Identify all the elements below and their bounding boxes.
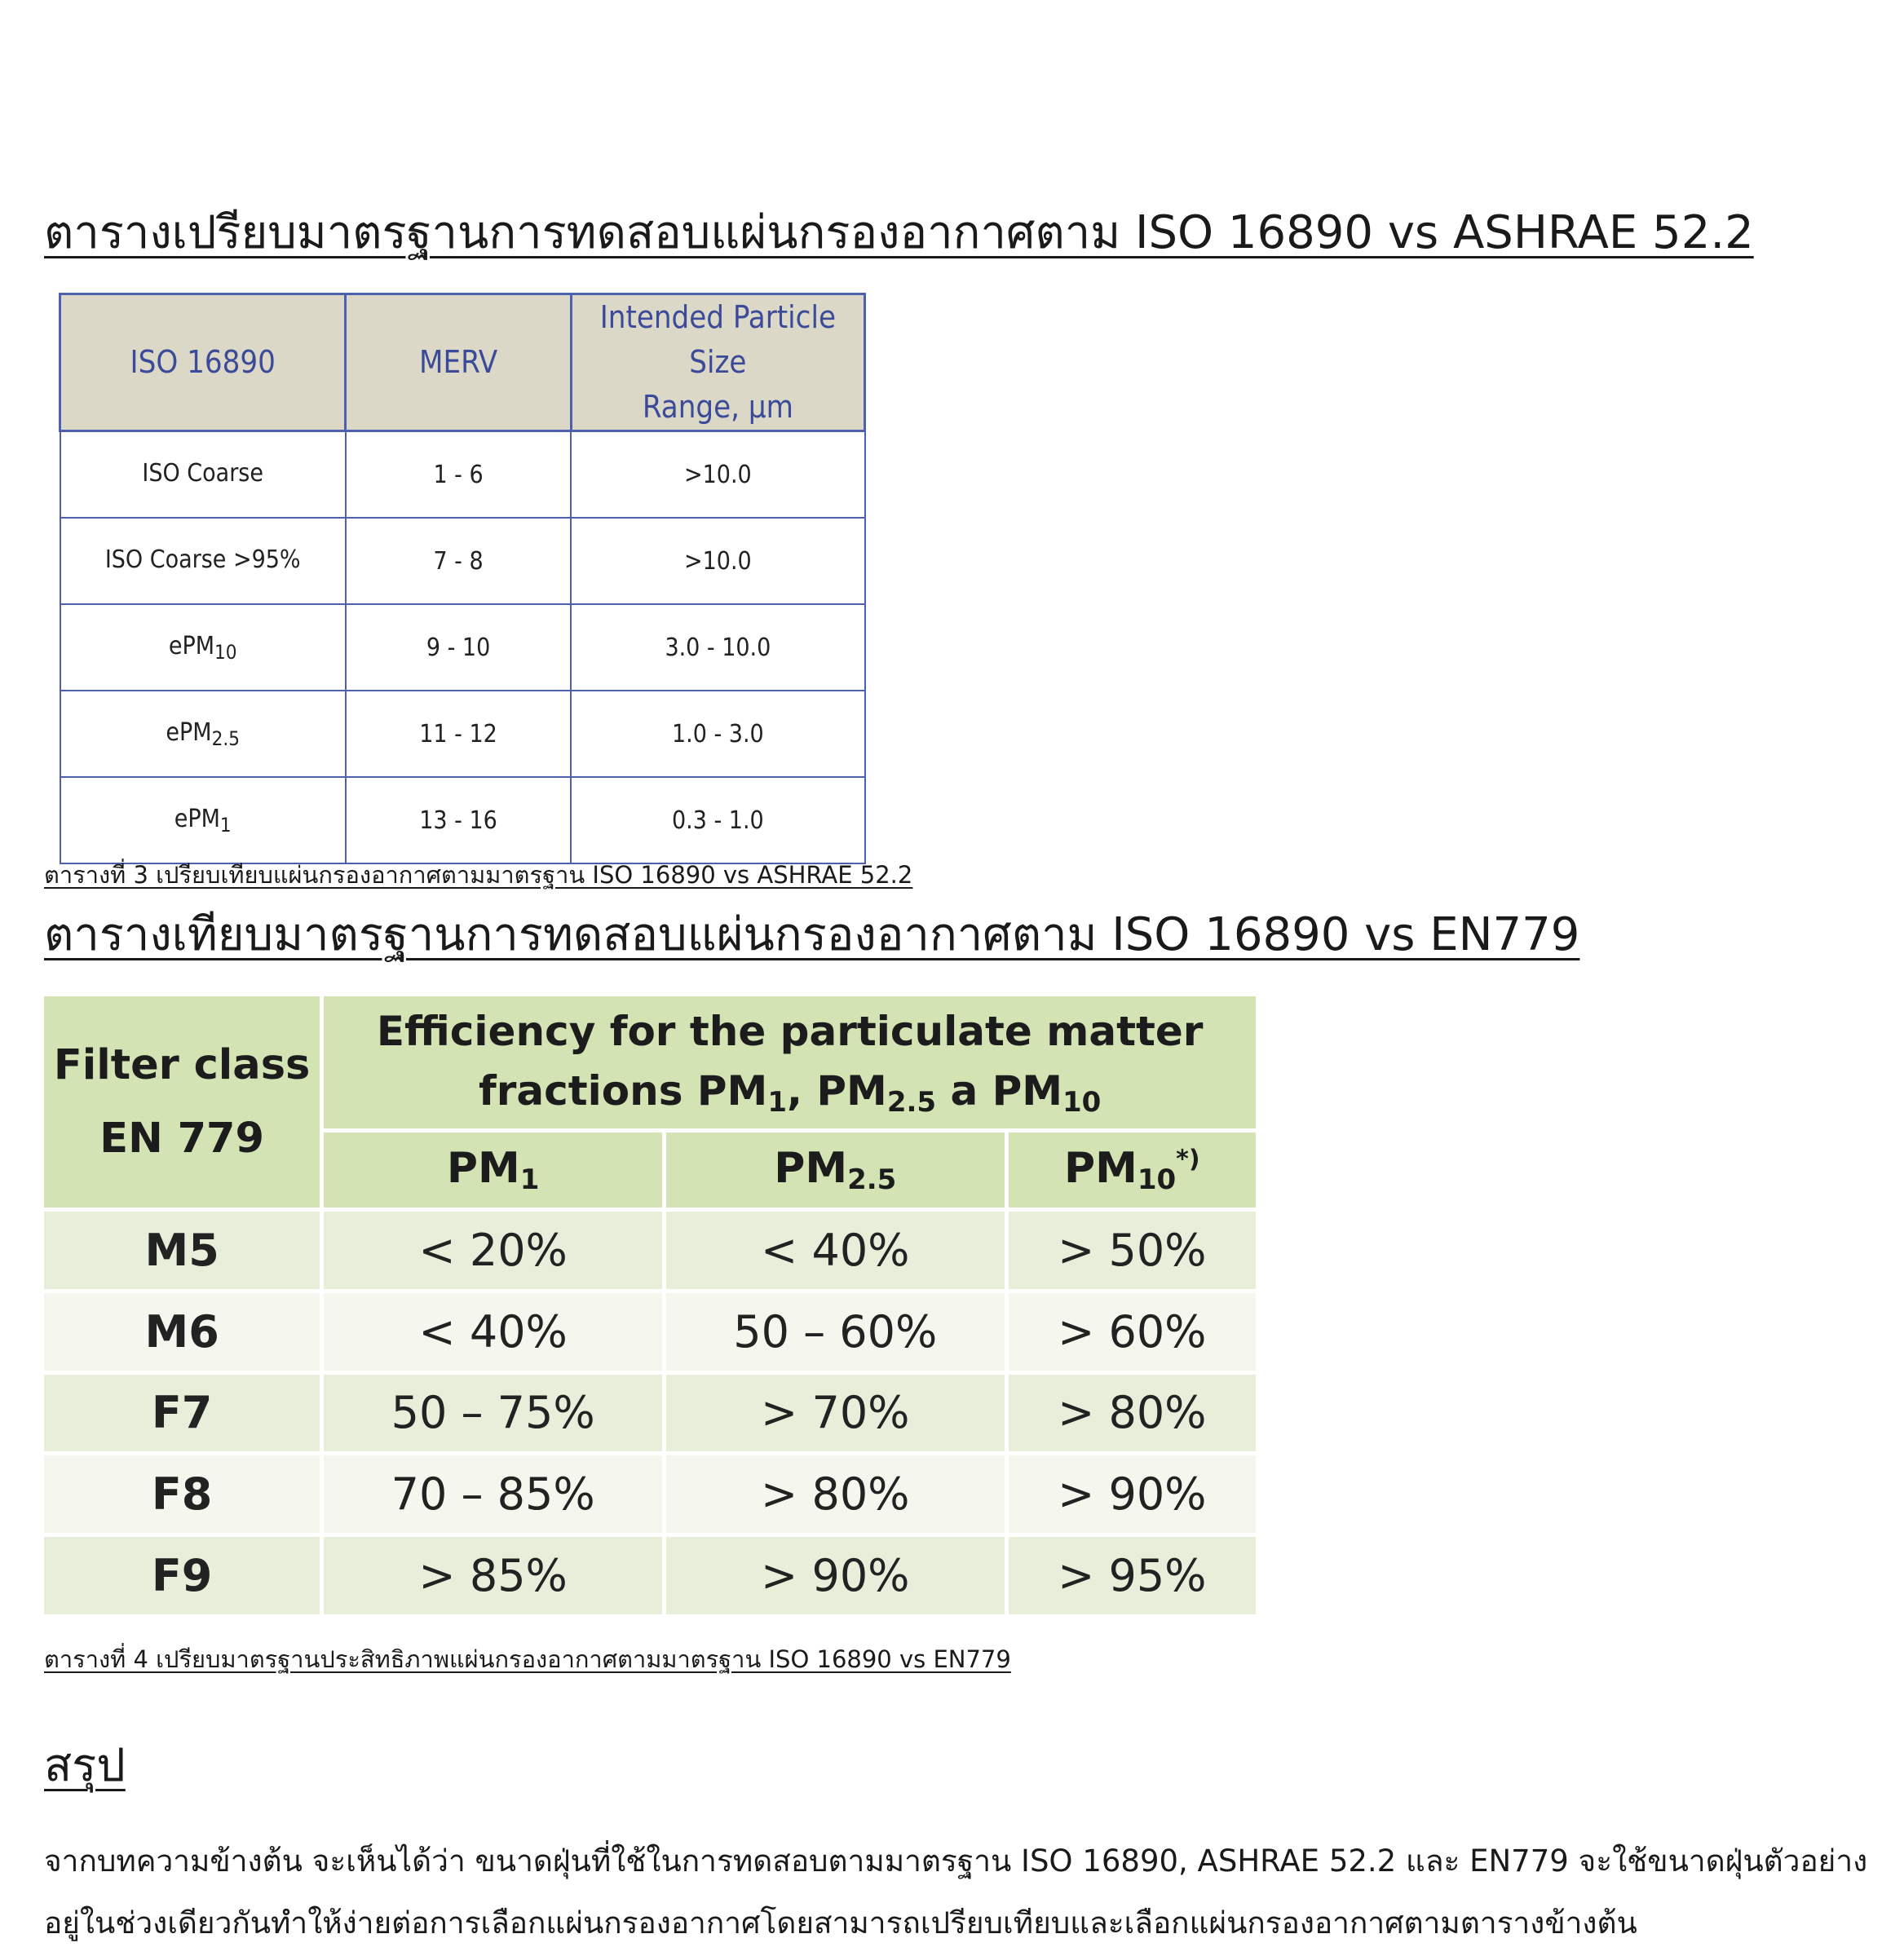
merv-cell: 9 - 10 (346, 604, 571, 691)
table-caption-4: ตารางที่ 4 เปรียบมาตรฐานประสิทธิภาพแผ่นกรองอากาศตามมาตรฐาน ISO 16890 vs EN779 (44, 1645, 1011, 1673)
pm1-cell: < 40% (324, 1293, 662, 1371)
summary-heading: สรุป (44, 1739, 126, 1792)
section-heading-iso-vs-ashrae: ตารางเปรียบมาตรฐานการทดสอบแผ่นกรองอากาศตาม ISO 16890 vs ASHRAE 52.2 (44, 206, 1754, 259)
merv-cell: 7 - 8 (346, 518, 571, 604)
table-header-row (60, 294, 865, 431)
section-heading-iso-vs-en779: ตารางเทียบมาตรฐานการทดสอบแผ่นกรองอากาศตาม ISO 16890 vs EN779 (44, 908, 1580, 961)
iso-class-cell: ISO Coarse (60, 431, 346, 519)
table-header-row (44, 996, 1256, 1128)
range-cell: 3.0 - 10.0 (571, 604, 864, 691)
pm10-cell: > 90% (1009, 1455, 1256, 1533)
iso-class-cell: ePM$_{2.5}$ (60, 691, 346, 777)
pm1-cell: > 85% (324, 1537, 662, 1614)
header-merv: MERV (346, 294, 571, 431)
header-particle-size (571, 294, 864, 431)
pm25-cell: < 40% (666, 1212, 1005, 1289)
merv-cell: 1 - 6 (346, 431, 571, 519)
pm25-cell: > 70% (666, 1375, 1005, 1452)
table-row (60, 777, 865, 863)
table-row (60, 691, 865, 777)
filter-class-cell: F7 (44, 1375, 320, 1452)
pm25-cell: > 80% (666, 1455, 1005, 1533)
pm25-cell: 50 – 60% (666, 1293, 1005, 1371)
table-row (44, 1537, 1256, 1614)
range-cell: 0.3 - 1.0 (571, 777, 864, 863)
table-row (44, 1293, 1256, 1371)
header-particle-size-line1: Intended Particle Size (599, 299, 837, 381)
merv-cell: 11 - 12 (346, 691, 571, 777)
summary-paragraph: จากบทความข้างต้น จะเห็นได้ว่า ขนาดฝุ่นที่ใช้ในการทดสอบตามมาตรฐาน ISO 16890, ASHRAE 52.2 และ EN779 จะใช้ขนาดฝุ่นตัวอย่างอยู่ในช่วงเดียวกันทำให้ง่ายต่อการเลือกแผ่นกรองอากาศโดยสามารถเปรียบเทียบและเลือกแผ่นกรองอากาศตามตารางข้างต้น (44, 1843, 1868, 1941)
iso-class-cell: ISO Coarse >95% (60, 518, 346, 604)
range-cell: >10.0 (571, 518, 864, 604)
pm1-cell: < 20% (324, 1212, 662, 1289)
header-iso: ISO 16890 (60, 294, 346, 431)
pm10-cell: > 95% (1009, 1537, 1256, 1614)
header-pm10: $PM_{10}^{*)}$ (1009, 1133, 1256, 1208)
filter-class-cell: M6 (44, 1293, 320, 1371)
table-row (44, 1212, 1256, 1289)
header-particle-size-line2: Range, µm (642, 389, 793, 426)
range-cell: 1.0 - 3.0 (571, 691, 864, 777)
header-filter-class: Filter class EN 779 (44, 996, 320, 1208)
table-row (44, 1455, 1256, 1533)
pm1-cell: 70 – 85% (324, 1455, 662, 1533)
pm25-cell: > 90% (666, 1537, 1005, 1614)
iso-ashrae-table (59, 293, 866, 864)
pm10-cell: > 60% (1009, 1293, 1256, 1371)
table-row (60, 431, 865, 519)
table-row (44, 1375, 1256, 1452)
iso-class-cell: ePM$_1$ (60, 777, 346, 863)
range-cell: >10.0 (571, 431, 864, 519)
header-pm1: $PM_1$ (324, 1133, 662, 1208)
table-row (60, 604, 865, 691)
filter-class-cell: F9 (44, 1537, 320, 1614)
pm10-cell: > 50% (1009, 1212, 1256, 1289)
table-row (60, 518, 865, 604)
filter-class-cell: F8 (44, 1455, 320, 1533)
iso-class-cell: ePM$_{10}$ (60, 604, 346, 691)
filter-class-cell: M5 (44, 1212, 320, 1289)
pm10-cell: > 80% (1009, 1375, 1256, 1452)
table-caption-3: ตารางที่ 3 เปรียบเทียบแผ่นกรองอากาศตามมาตรฐาน ISO 16890 vs ASHRAE 52.2 (44, 861, 913, 889)
merv-cell: 13 - 16 (346, 777, 571, 863)
header-pm25: $PM_{2.5}$ (666, 1133, 1005, 1208)
header-efficiency: Efficiency for the particulate matter fractions $PM_1$, $PM_{2.5}$ a $PM_{10}$ (324, 996, 1256, 1128)
iso-en779-table (40, 992, 1260, 1618)
pm1-cell: 50 – 75% (324, 1375, 662, 1452)
